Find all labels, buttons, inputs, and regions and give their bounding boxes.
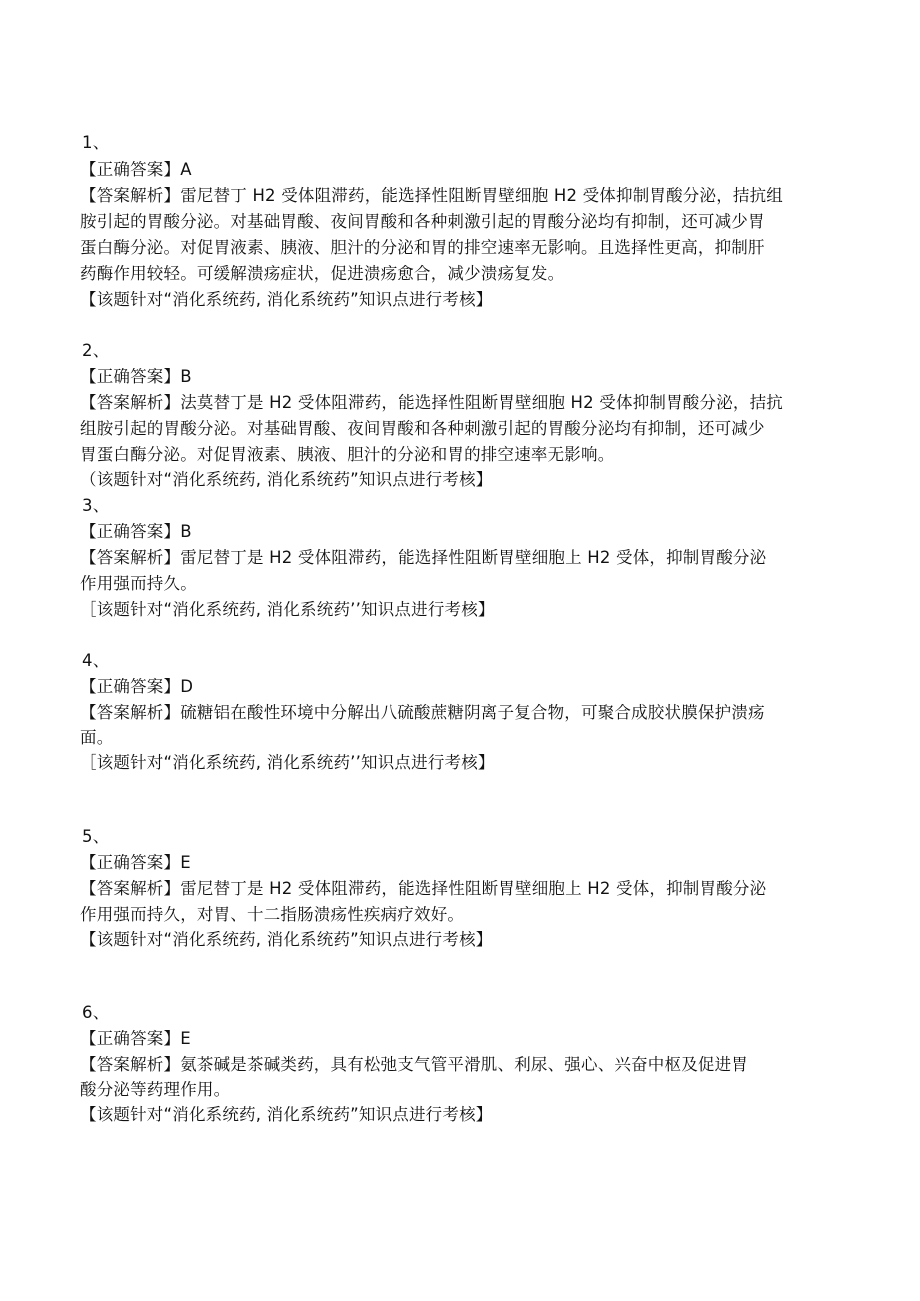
topic-note: （该题针对“消化系统药, 消化系统药”知识点进行考核】: [80, 470, 493, 489]
answer-explanation-line: 组胺引起的胃酸分泌。对基础胃酸、夜间胃酸和各种刺激引起的胃酸分泌均有抑制，还可减少: [80, 419, 765, 438]
answer-explanation-line: 蛋白酶分泌。对促胃液素、胰液、胆汁的分泌和胃的排空速率无影响。且选择性更高，抑制肝: [80, 238, 765, 257]
answer-explanation-line: 胃蛋白酶分泌。对促胃液素、胰液、胆汁的分泌和胃的排空速率无影响。: [80, 445, 615, 464]
answer-explanation-line: 【答案解析】氨茶碱是茶碱类药，具有松弛支气管平滑肌、利尿、强心、兴奋中枢及促进胃: [80, 1055, 748, 1074]
question-number: 2、: [82, 341, 110, 360]
answer-explanation-line: 酸分泌等药理作用。: [80, 1080, 231, 1099]
topic-note: 【该题针对“消化系统药, 消化系统药”知识点进行考核】: [80, 290, 493, 309]
answer-explanation-line: 作用强而持久，对胃、十二指肠溃疡性疾病疗效好。: [80, 905, 465, 924]
correct-answer: 【正确答案】A: [80, 160, 192, 179]
question-number: 6、: [82, 1003, 110, 1022]
question-number: 3、: [82, 496, 110, 515]
topic-note: 【该题针对“消化系统药, 消化系统药”知识点进行考核】: [80, 930, 493, 949]
correct-answer: 【正确答案】B: [80, 367, 192, 386]
correct-answer: 【正确答案】E: [80, 853, 191, 872]
answer-explanation-line: 【答案解析】雷尼替丁是 H2 受体阻滞药，能选择性阻断胃壁细胞上 H2 受体，抑制胃酸分泌: [80, 548, 767, 567]
correct-answer: 【正确答案】B: [80, 522, 192, 541]
correct-answer: 【正确答案】D: [80, 677, 194, 696]
topic-note: 【该题针对“消化系统药, 消化系统药”知识点进行考核】: [80, 1105, 493, 1124]
topic-note: ［该题针对“消化系统药, 消化系统药’’知识点进行考核】: [80, 600, 495, 619]
correct-answer: 【正确答案】E: [80, 1029, 191, 1048]
question-number: 1、: [82, 133, 110, 152]
answer-explanation-line: 面。: [80, 728, 114, 747]
answer-explanation-line: 药酶作用较轻。可缓解溃疡症状，促进溃疡愈合，减少溃疡复发。: [80, 264, 565, 283]
answer-explanation-line: 【答案解析】雷尼替丁是 H2 受体阻滞药，能选择性阻断胃壁细胞上 H2 受体，抑制胃酸分泌: [80, 879, 767, 898]
topic-note: ［该题针对“消化系统药, 消化系统药’’知识点进行考核】: [80, 753, 495, 772]
question-number: 4、: [82, 651, 110, 670]
answer-explanation-line: 【答案解析】硫糖铝在酸性环境中分解出八硫酸蔗糖阴离子复合物，可聚合成胶状膜保护溃疡: [80, 703, 765, 722]
answer-explanation-line: 【答案解析】雷尼替丁 H2 受体阻滞药，能选择性阻断胃壁细胞 H2 受体抑制胃酸分泌，拮抗组: [80, 186, 783, 205]
answer-explanation-line: 作用强而持久。: [80, 574, 197, 593]
answer-explanation-line: 胺引起的胃酸分泌。对基础胃酸、夜间胃酸和各种刺激引起的胃酸分泌均有抑制，还可减少胃: [80, 212, 765, 231]
question-number: 5、: [82, 827, 110, 846]
answer-explanation-line: 【答案解析】法莫替丁是 H2 受体阻滞药，能选择性阻断胃壁细胞 H2 受体抑制胃酸分泌，拮抗: [80, 393, 783, 412]
